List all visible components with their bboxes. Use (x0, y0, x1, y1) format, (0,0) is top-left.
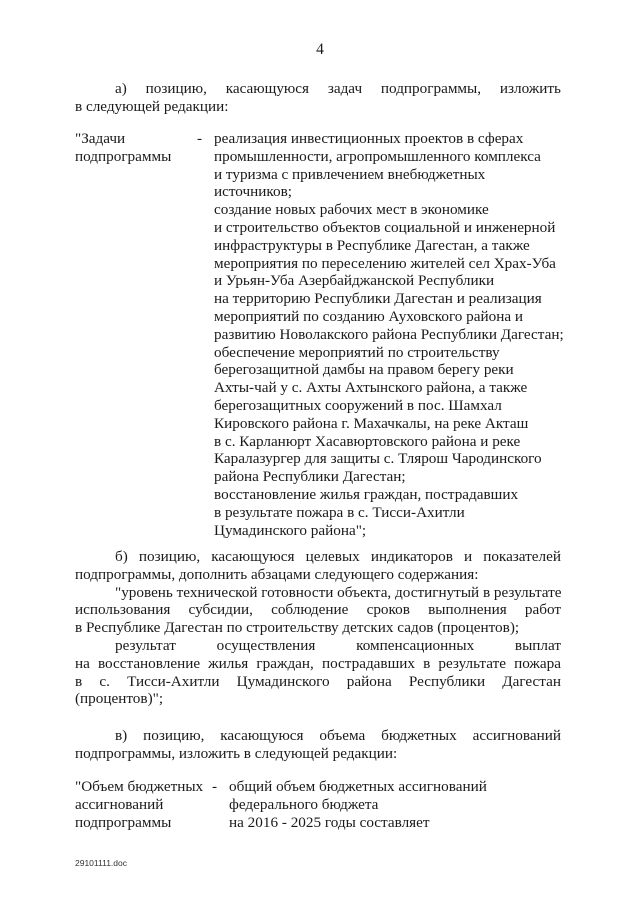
tasks-content-line: Цумадинского района"; (214, 521, 367, 539)
tasks-dash: - (197, 130, 203, 147)
tasks-content-line: и строительство объектов социальной и инженерной (214, 218, 556, 236)
item-b-line: "уровень технической готовности объекта, достигнутый в результате (115, 583, 562, 601)
tasks-label-line-1: "Задачи (75, 130, 126, 147)
tasks-content-line: района Республики Дагестан; (214, 468, 406, 486)
tasks-content-line: Кировского района г. Махачкалы, на реке Акташ (214, 414, 529, 432)
tasks-content (214, 130, 564, 539)
item-b-line: в Республике Дагестан по строительству детских садов (процентов); (75, 619, 520, 637)
tasks-content-line: Каралазургер для защиты с. Тлярош Чародинского (214, 450, 542, 468)
tasks-label (75, 130, 171, 166)
budget-table (75, 778, 561, 834)
item-c-paragraph (75, 727, 561, 763)
tasks-content-line: и Урьян-Уба Азербайджанской Республики (214, 272, 495, 290)
item-b-paragraph (75, 548, 561, 708)
item-b-line: подпрограммы, дополнить абзацами следующего содержания: (75, 565, 479, 583)
budget-label (75, 778, 203, 831)
item-b-line: (процентов)"; (75, 690, 164, 708)
tasks-content-line: и туризма с привлечением внебюджетных (214, 165, 486, 183)
tasks-content-line: реализация инвестиционных проектов в сферах (214, 130, 524, 147)
tasks-content-line: инфраструктуры в Республике Дагестан, а также (214, 236, 530, 254)
tasks-content-line: Ахты-чай у с. Ахты Ахтынского района, а также (214, 379, 528, 397)
footer-doc-code: 29101111.doc (75, 858, 127, 868)
item-b-line: на восстановление жилья граждан, пострадавших в результате пожара (75, 654, 561, 672)
tasks-table (75, 130, 564, 540)
item-c-line-1: в) позицию, касающуюся объема бюджетных ассигнований (115, 727, 561, 744)
item-b-line: б) позицию, касающуюся целевых индикаторов и показателей (115, 548, 561, 565)
tasks-label-line-2: подпрограммы (75, 147, 172, 165)
budget-label-line: "Объем бюджетных (75, 778, 204, 795)
item-b-line: в с. Тисси-Ахитли Цумадинского района Республики Дагестан (75, 672, 561, 690)
budget-content (229, 778, 487, 831)
budget-label-line: ассигнований (75, 795, 164, 813)
tasks-content-line: берегозащитных сооружений в пос. Шамхал (214, 396, 502, 414)
tasks-content-line: в с. Карланюрт Хасавюртовского района и реке (214, 432, 521, 450)
tasks-content-line: мероприятий по созданию Ауховского района и (214, 307, 524, 325)
tasks-content-line: в результате пожара в с. Тисси-Ахитли (214, 503, 465, 521)
tasks-content-line: на территорию Республики Дагестан и реализация (214, 290, 542, 308)
tasks-content-line: промышленности, агропромышленного комплекса (214, 147, 541, 165)
budget-content-line: общий объем бюджетных ассигнований (229, 778, 487, 795)
item-b-line: использования субсидии, соблюдение сроков выполнения работ (75, 601, 561, 619)
tasks-content-line: восстановление жилья граждан, пострадавших (214, 485, 519, 503)
tasks-content-line: создание новых рабочих мест в экономике (214, 201, 489, 219)
budget-label-line: подпрограммы (75, 813, 172, 831)
budget-dash: - (212, 778, 218, 795)
item-c-line-2: подпрограммы, изложить в следующей редакции: (75, 744, 398, 762)
item-a-paragraph (75, 80, 561, 116)
tasks-content-line: обеспечение мероприятий по строительству (214, 343, 500, 361)
budget-content-line: федерального бюджета (229, 795, 379, 813)
item-a-line-1: а) позицию, касающуюся задач подпрограммы, изложить (115, 80, 561, 97)
tasks-content-line: развитию Новолакского района Республики Дагестан; (214, 325, 564, 343)
item-a-line-2: в следующей редакции: (75, 97, 229, 115)
tasks-content-line: мероприятия по переселению жителей сел Храх-Уба (214, 254, 556, 272)
budget-content-line: на 2016 - 2025 годы составляет (229, 813, 430, 831)
tasks-content-line: источников; (214, 183, 292, 201)
tasks-content-line: берегозащитной дамбы на правом берегу реки (214, 361, 514, 379)
page-number: 4 (316, 41, 324, 58)
item-b-line: результат осуществления компенсационных выплат (115, 636, 561, 654)
